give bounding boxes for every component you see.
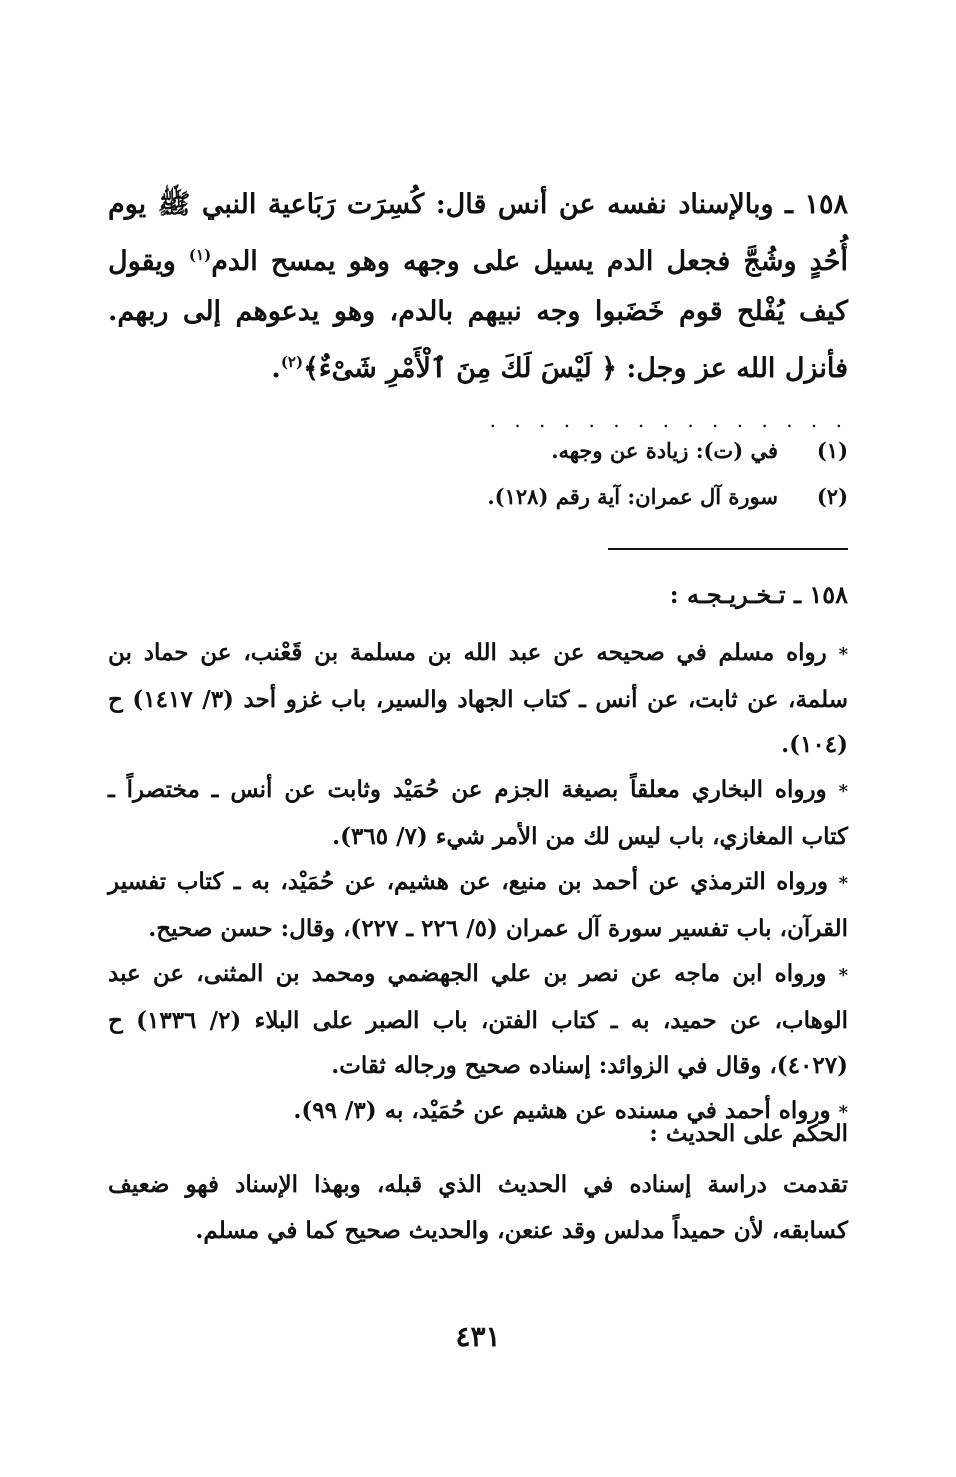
page-number: ٤٣١ [455, 1320, 501, 1353]
section-divider [608, 548, 848, 550]
bullet-star: * [838, 1102, 848, 1123]
hadith-text [108, 180, 848, 394]
footnote-text: سورة آل عمران: آية رقم (١٢٨). [487, 484, 778, 509]
bullet-star: * [838, 781, 848, 802]
hadith-end: . [271, 353, 281, 384]
bullet-star: * [838, 965, 848, 986]
takhrij-number: ١٥٨ ـ [793, 580, 848, 609]
footnote-ref-1: (١) [188, 246, 212, 264]
takhrij-heading [670, 580, 848, 609]
footnote-number: (٢) [816, 484, 848, 509]
takhrij-item [108, 630, 848, 767]
ruling-heading: الحكم على الحديث : [649, 1120, 848, 1147]
bullet-star: * [838, 644, 848, 665]
takhrij-title: تـخـريـجـه : [669, 580, 786, 609]
takhrij-item [108, 951, 848, 1088]
quran-verse: ﴿ لَيْسَ لَكَ مِنَ ٱلْأَمْرِ شَىْءٌ﴾ [303, 353, 617, 384]
footnote-separator: . . . . . . . . . . . . . . . [489, 408, 848, 432]
takhrij-item-text: ورواه ابن ماجه عن نصر بن علي الجهضمي ومحمد بن المثنى، عن عبد الوهاب، عن حميد، به ـ كتاب الفتن، باب الصبر على البلاء (٢/ ١٣٣٦) ح (٤٠٢٧)، وقال في الزوائد: إسناده صحيح ورجاله ثقات. [108, 960, 848, 1079]
takhrij-item-text: ورواه البخاري معلقاً بصيغة الجزم عن حُمَيْد وثابت عن أنس ـ مختصراً ـ كتاب المغازي، باب ليس لك من الأمر شيء (٧/ ٣٦٥). [108, 776, 848, 850]
ruling-text: تقدمت دراسة إسناده في الحديث الذي قبله، وبهذا الإسناد فهو ضعيف كسابقه، لأن حميداً مدلس وقد عنعن، والحديث صحيح كما في مسلم. [108, 1171, 848, 1244]
footnote-ref-2: (٢) [280, 353, 304, 371]
hadith-intro: ١٥٨ ـ وبالإسناد نفسه عن أنس قال: كُسِرَت رَبَاعية النبي ﷺ يوم أُحُدٍ وشُجَّ فجعل الدم يسيل على وجهه وهو يمسح الدم [108, 189, 848, 277]
takhrij-list [108, 630, 848, 1135]
hadith-middle: ويقول كيف يُفْلح قوم خَضَبوا وجه نبيهم بالدم، وهو يدعوهم إلى ربهم. فأنزل الله عز وجل: [108, 246, 848, 384]
footnote-2 [108, 484, 848, 509]
takhrij-item-text: ورواه أحمد في مسنده عن هشيم عن حُمَيْد، به (٣/ ٩٩). [293, 1097, 831, 1124]
takhrij-item-text: ورواه الترمذي عن أحمد بن منيع، عن هشيم، عن حُمَيْد، به ـ كتاب تفسير القرآن، باب تفسير سورة آل عمران (٥/ ٢٢٦ ـ ٢٢٧)، وقال: حسن صحيح. [108, 868, 848, 942]
takhrij-item [108, 859, 848, 951]
takhrij-item [108, 767, 848, 859]
takhrij-item-text: رواه مسلم في صحيحه عن عبد الله بن مسلمة بن قَعْنب، عن حماد بن سلمة، عن ثابت، عن أنس ـ كتاب الجهاد والسير، باب غزو أحد (٣/ ١٤١٧) ح (١٠٤). [108, 639, 848, 758]
footnote-text: في (ت): زيادة عن وجهه. [551, 438, 778, 463]
footnote-1 [108, 438, 848, 463]
footnote-number: (١) [816, 438, 848, 463]
bullet-star: * [838, 873, 848, 894]
